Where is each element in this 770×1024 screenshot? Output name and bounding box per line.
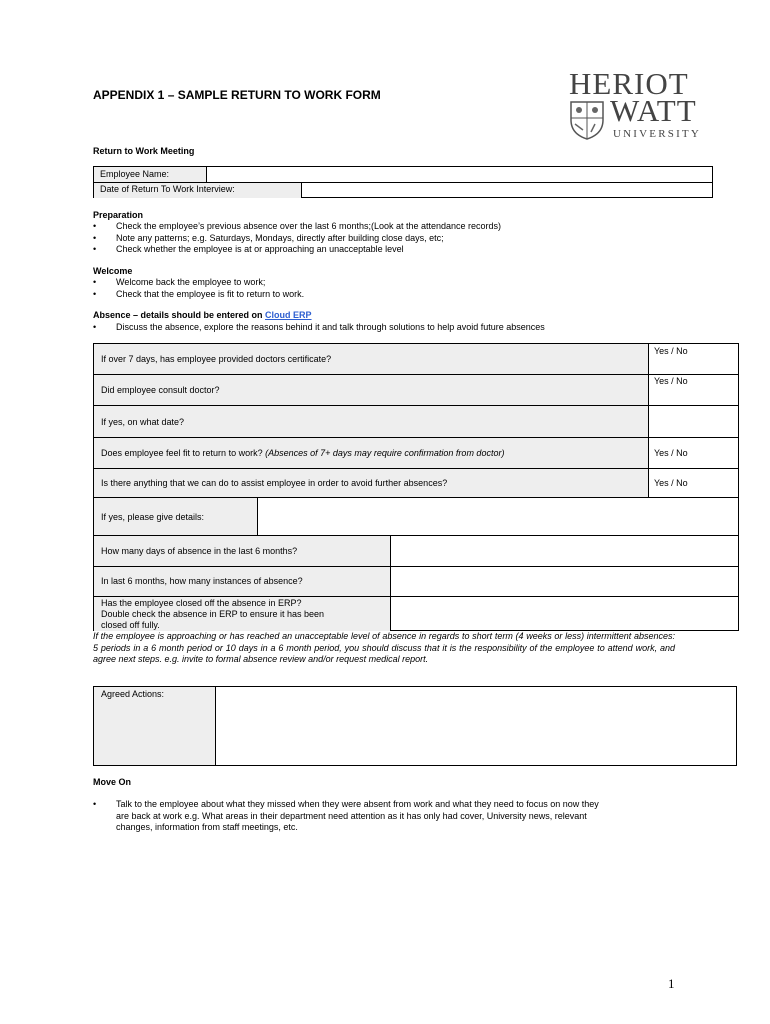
question-closed-off-line1: Has the employee closed off the absence in ERP? — [101, 598, 302, 608]
agreed-actions-label: Agreed Actions: — [101, 689, 165, 699]
days-of-absence-field[interactable] — [391, 536, 738, 566]
answer-cell[interactable] — [649, 344, 738, 374]
date-label-cell — [94, 182, 302, 198]
list-item — [93, 277, 713, 289]
question-days-of-absence: How many days of absence in the last 6 months? — [101, 546, 298, 556]
agreed-actions-label-cell — [94, 687, 216, 765]
questions-table — [93, 343, 739, 498]
employee-name-field[interactable] — [207, 167, 712, 182]
yes-no-option[interactable]: Yes / No — [654, 478, 688, 488]
answer-cell[interactable] — [649, 374, 738, 406]
meeting-table — [93, 166, 713, 198]
bullet-icon: • — [93, 244, 97, 254]
table-row — [94, 344, 649, 374]
cloud-erp-link[interactable]: Cloud ERP — [265, 310, 312, 320]
bullet-icon: • — [93, 322, 97, 332]
date-field[interactable] — [302, 182, 712, 198]
preparation-item: Note any patterns; e.g. Saturdays, Mondays, directly after building close days, etc; — [116, 233, 444, 243]
logo-line-university: UNIVERSITY — [613, 128, 701, 140]
question-assist-employee: Is there anything that we can do to assist employee in order to avoid further absences? — [101, 478, 448, 488]
heriot-watt-logo — [565, 68, 720, 144]
question-give-details: If yes, please give details: — [101, 512, 205, 522]
absence-counts-table — [93, 535, 739, 631]
question-fit-to-return — [101, 448, 504, 458]
table-row — [94, 405, 649, 438]
list-item — [93, 289, 713, 301]
bullet-icon: • — [93, 799, 97, 809]
bullet-icon: • — [93, 233, 97, 243]
question-doctors-certificate: If over 7 days, has employee provided doctors certificate? — [101, 354, 332, 364]
details-table — [93, 497, 739, 536]
meeting-heading: Return to Work Meeting — [93, 146, 195, 156]
table-row — [94, 596, 391, 631]
move-on-line3: changes, information from staff meetings, etc. — [116, 822, 298, 832]
bullet-icon: • — [93, 221, 97, 231]
yes-no-option[interactable]: Yes / No — [654, 448, 688, 458]
question-what-date: If yes, on what date? — [101, 417, 185, 427]
question-closed-off-line3: closed off fully. — [101, 620, 160, 630]
page-number: 1 — [668, 976, 675, 991]
absence-heading — [93, 310, 312, 320]
question-instances-of-absence: In last 6 months, how many instances of absence? — [101, 576, 303, 586]
table-row — [94, 374, 649, 406]
yes-no-option[interactable]: Yes / No — [654, 346, 688, 356]
unacceptable-level-note: If the employee is approaching or has reached an unacceptable level of absence in regards to short term (4 weeks or less) intermittent absences: 5 periods in a 6 month period or 10 days in a 6 month period, you should discuss that it is the responsibility of the employee to attend work, and agree next steps. e.g. invite to formal absence review and/or request medical report. — [93, 631, 675, 664]
details-label-cell — [94, 498, 258, 535]
question-fit-to-return-text: Does employee feel fit to return to work? — [101, 448, 266, 458]
table-row — [94, 437, 649, 469]
preparation-item: Check whether the employee is at or approaching an unacceptable level — [116, 244, 404, 254]
agreed-actions-field[interactable] — [216, 687, 736, 765]
answer-cell[interactable] — [649, 468, 738, 498]
move-on-line1: Talk to the employee about what they missed when they were absent from work and what they need to focus on now they — [116, 799, 599, 809]
preparation-heading: Preparation — [93, 210, 144, 220]
preparation-item: Check the employee’s previous absence over the last 6 months;(Look at the attendance records) — [116, 221, 502, 231]
details-field[interactable] — [258, 498, 738, 535]
absence-heading-text: Absence – details should be entered on — [93, 310, 266, 320]
welcome-heading: Welcome — [93, 266, 133, 276]
table-row — [94, 468, 649, 498]
agreed-actions-table — [93, 686, 737, 766]
date-answer-field[interactable] — [649, 405, 738, 438]
answer-cell[interactable] — [649, 437, 738, 469]
welcome-item: Welcome back the employee to work; — [116, 277, 266, 287]
instances-of-absence-field[interactable] — [391, 566, 738, 597]
employee-name-label-cell — [94, 167, 207, 182]
welcome-item: Check that the employee is fit to return to work. — [116, 289, 305, 299]
table-row — [94, 566, 391, 597]
closed-off-field[interactable] — [391, 596, 738, 631]
list-item — [93, 244, 713, 256]
list-item — [93, 322, 713, 334]
page-title: APPENDIX 1 – SAMPLE RETURN TO WORK FORM — [93, 88, 381, 102]
yes-no-option[interactable]: Yes / No — [654, 376, 688, 386]
logo-line-watt: WATT — [610, 93, 697, 128]
list-item — [93, 221, 713, 233]
move-on-heading: Move On — [93, 777, 132, 787]
bullet-icon: • — [93, 289, 97, 299]
date-label: Date of Return To Work Interview: — [100, 184, 235, 194]
employee-name-label: Employee Name: — [100, 169, 170, 179]
crest-icon — [569, 100, 605, 140]
question-fit-to-return-note: (Absences of 7+ days may require confirmation from doctor) — [265, 448, 505, 458]
question-closed-off-line2: Double check the absence in ERP to ensure it has been — [101, 609, 324, 619]
logo-line-heriot: HERIOT — [569, 66, 689, 101]
list-item — [93, 799, 713, 835]
bullet-icon: • — [93, 277, 97, 287]
question-consult-doctor: Did employee consult doctor? — [101, 385, 220, 395]
absence-item: Discuss the absence, explore the reasons behind it and talk through solutions to help avoid future absences — [116, 322, 545, 332]
move-on-line2: are back at work e.g. What areas in their department need attention as it has only had cover, University news, relevant — [116, 811, 587, 821]
table-row — [94, 536, 391, 566]
